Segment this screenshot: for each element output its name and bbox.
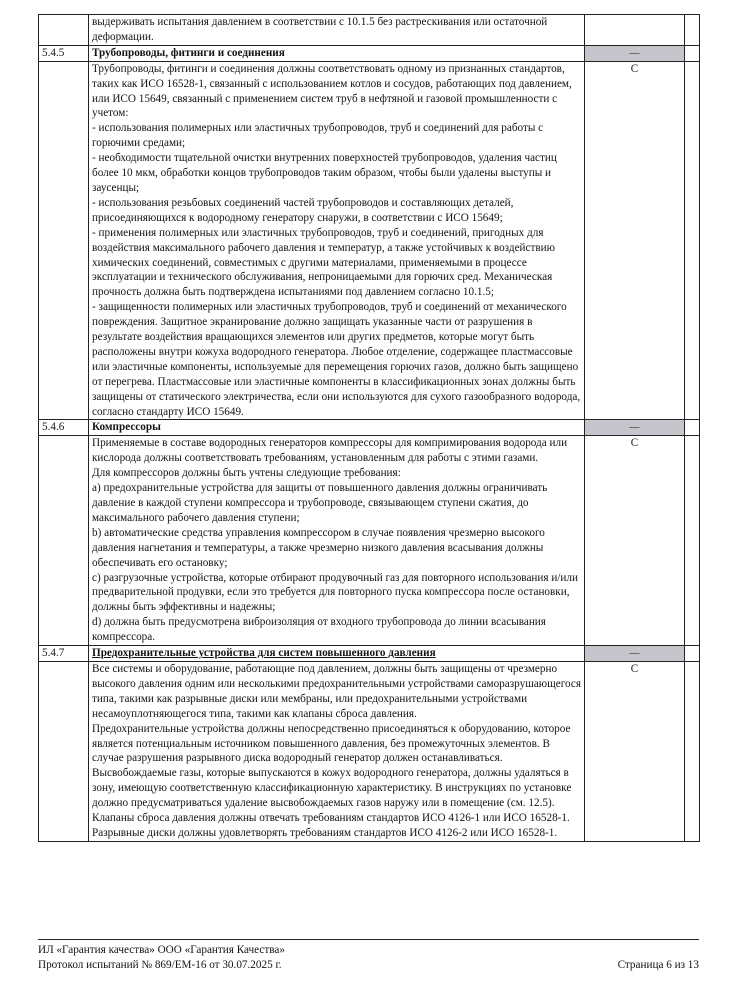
clause-number-cell: [39, 61, 89, 420]
section-header-row: [39, 420, 700, 436]
clause-number: 5.4.7: [39, 646, 89, 662]
paragraph: - необходимости тщательной очистки внутренних поверхностей трубопроводов, удаления частиц более 10 мкм, обработки концов трубопроводов таким образом, чтобы были удалены выступы и заусенцы;: [92, 152, 557, 194]
clause-number: 5.4.6: [39, 420, 89, 436]
paragraph: - защищенности полимерных или эластичных трубопроводов, труб и соединений от механического повреждения. Защитное экранирование должно защищать указанные части от разрушения в результате воздействия вращающихся элементов или других предметов, которые могут быть расположены внутри кожуха водородного генератора. Любое отделение, содержащее пластмассовые или эластичные компоненты, используемые для перемещения горючих газов, должно быть защищено от перегрева. Пластмассовые или эластичные компоненты в классификационных зонах должны быть защищены от статического электричества, если они используются для сухого газообразного водорода, согласно стандарту ИСО 15649.: [92, 301, 581, 418]
section-header-row: [39, 646, 700, 662]
header-mark: —: [629, 648, 640, 660]
clause-number-cell: [39, 436, 89, 646]
section-body-row: [39, 661, 700, 841]
paragraph: Все системы и оборудование, работающие под давлением, должны быть защищены от чрезмерно высокого давления одним или несколькими предохранительными устройствами саморазрушающегося типа, такими как разрывные диски или мембраны, или предохранительными устройствами несамоуплотняющегося типа, такими как клапаны сброса давления.: [92, 662, 582, 720]
paragraph: Высвобождаемые газы, которые выпускаются в кожух водородного генератора, должны удаляться в зону, имеющую соответственную классификационную характеристику. В инструкциях по установке должно предусматриваться удаление высвобождаемых газов наружу или в помещение (см. 12.5).: [92, 767, 572, 810]
spacer-cell: [685, 646, 700, 662]
header-mark-cell: [585, 420, 685, 436]
spacer-cell: [685, 436, 700, 646]
clause-number-cell: [39, 661, 89, 841]
paragraph: d) должна быть предусмотрена виброизоляция от входного трубопровода до линии всасывания компрессора.: [92, 616, 546, 644]
section-title: Предохранительные устройства для систем повышенного давления: [89, 646, 585, 662]
footer-protocol: Протокол испытаний № 869/ЕМ-16 от 30.07.2025 г.: [38, 959, 282, 971]
result-value: С: [585, 61, 685, 420]
paragraph: Предохранительные устройства должны непосредственно присоединяться к оборудованию, которое является потенциальным источником повышенного давления, без промежуточных элементов. В случае разрушения разрывного диска водородный генератор должен останавливаться.: [92, 722, 571, 765]
spacer-cell: [685, 15, 700, 46]
requirements-table: [38, 14, 700, 842]
clause-number-cell: [39, 15, 89, 46]
section-title: Трубопроводы, фитинги и соединения: [89, 45, 585, 61]
table-row-continuation: [39, 15, 700, 46]
paragraph: Клапаны сброса давления должны отвечать требованиям стандартов ИСО 4126-1 или ИСО 16528-1. Разрывные диски должны удовлетворять требованиям стандартов ИСО 4126-2 или ИСО 16528-1.: [92, 812, 570, 839]
page-number: Страница 6 из 13: [617, 959, 699, 971]
section-title: Компрессоры: [89, 420, 585, 436]
spacer-cell: [685, 61, 700, 420]
result-value: С: [585, 661, 685, 841]
page-footer: [38, 939, 699, 973]
paragraph: а) предохранительные устройства для защиты от повышенного давления должны ограничивать давление в каждой ступени компрессора и трубопроводе, связывающем ступени сжатия, до максимального рабочего давления ступени;: [92, 482, 548, 524]
section-header-row: [39, 45, 700, 61]
footer-row: [38, 958, 699, 973]
paragraph: Для компрессоров должны быть учтены следующие требования:: [92, 467, 401, 480]
clause-number: 5.4.5: [39, 45, 89, 61]
header-mark-cell: [585, 45, 685, 61]
header-mark: —: [629, 47, 640, 59]
header-mark: —: [629, 422, 640, 434]
result-value: С: [585, 436, 685, 646]
section-body-row: [39, 61, 700, 420]
header-mark-cell: [585, 646, 685, 662]
section-body: [89, 61, 585, 420]
paragraph: Применяемые в составе водородных генераторов компрессоры для компримирования водорода или кислорода должны соответствовать требованиям, установленным для работы с этими газами.: [92, 437, 568, 465]
paragraph: Трубопроводы, фитинги и соединения должны соответствовать одному из признанных стандартов, таких как ИСО 16528-1, связанный с использованием котлов и сосудов, работающих под давлением, или ИСО 15649, связанный с применением систем труб в нефтяной и газовой промышленности с учетом:: [92, 62, 572, 120]
spacer-cell: [685, 420, 700, 436]
continuation-text: выдерживать испытания давлением в соответствии с 10.1.5 без растрескивания или остаточной деформации.: [89, 15, 585, 46]
paragraph: c) разгрузочные устройства, которые отбирают продувочный газ для повторного использования и/или предварительной продувки, если это требуется для повторного пуска компрессора после остановки, должны быть эффективны и надежны;: [92, 571, 578, 614]
result-cell: [585, 15, 685, 46]
paragraph: b) автоматические средства управления компрессором в случае появления чрезмерно высокого давления нагнетания и температуры, а также чрезмерно низкого давления всасывания должны обеспечивать его остановку;: [92, 526, 545, 569]
paragraph: - применения полимерных или эластичных трубопроводов, труб и соединений, пригодных для воздействия максимального рабочего давления и температур, а также устойчивых к воздействию химических соединений, совместимых с другими материалами, применяемыми в процессе эксплуатации и технического обслуживания, непроницаемыми для горючих сред. Механическая прочность должна быть подтверждена испытаниями под давлением согласно 10.1.5;: [92, 226, 556, 299]
paragraph: - использования резьбовых соединений частей трубопроводов и составляющих деталей, присоединяющихся к водородному генератору снаружи, в соответствии с ИСО 15649;: [92, 196, 514, 224]
spacer-cell: [685, 45, 700, 61]
paragraph: - использования полимерных или эластичных трубопроводов, труб и соединений для работы с горючими средами;: [92, 122, 544, 150]
footer-organization: ИЛ «Гарантия качества» ООО «Гарантия Качества»: [38, 944, 285, 956]
section-body-row: [39, 436, 700, 646]
spacer-cell: [685, 661, 700, 841]
section-body: [89, 436, 585, 646]
section-body: [89, 661, 585, 841]
